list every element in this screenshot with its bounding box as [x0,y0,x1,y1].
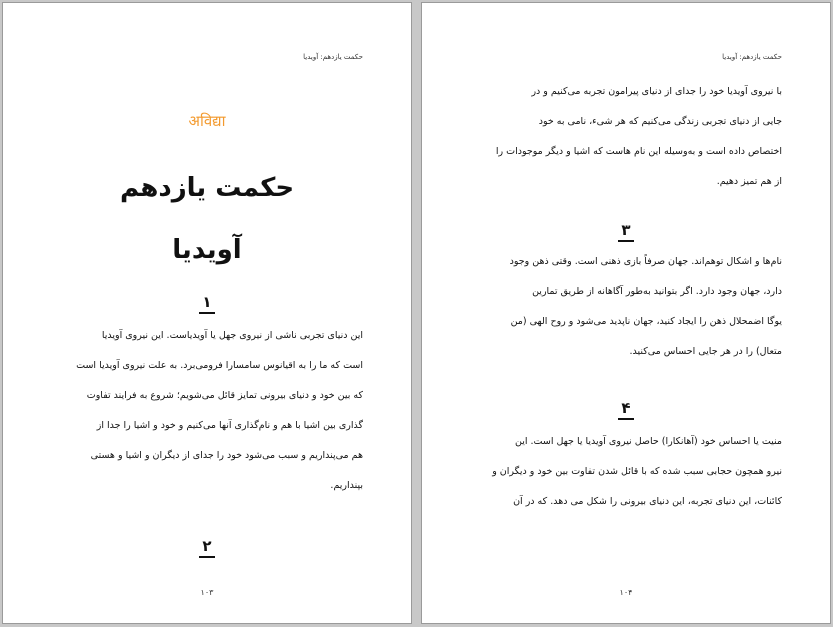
paragraph-line: کائنات، این دنیای تجربه، این دنیای بیرونی را شکل می دهد. که در آن [513,496,782,507]
paragraph-line: است که ما را به اقیانوس سامسارا فرومی‌برد. به علت نیروی آویدیا است [76,360,363,371]
paragraph-line: این دنیای تجربی ناشی از نیروی جهل یا آویدیاست. این نیروی آویدیا [101,330,363,341]
section-number-2: ۲ [3,537,411,558]
page-104 [421,2,831,624]
chapter-subtitle: آویدیا [172,235,242,265]
page-103 [2,2,412,624]
running-header: حکمت یازدهم: آویدیا [303,53,363,61]
paragraph-line: بپنداریم. [330,480,363,491]
paragraph-continued [474,77,782,197]
chapter-label-sanskrit: अविद्या [188,112,226,130]
paragraph-line: نام‌ها و اشکال توهم‌اند. جهان صرفاً بازی ذهنی است. وقتی ذهن وجود [509,256,782,267]
paragraph-line: یوگا اضمحلال ذهن را ایجاد کنید، جهان ناپدید می‌شود و روح الهی (من [510,316,782,327]
paragraph-3 [474,247,782,367]
paragraph-line: جایی از دنیای تجربی زندگی می‌کنیم که هر شیء، نامی به خود [538,116,782,127]
paragraph-4 [474,427,782,517]
paragraph-line: هم می‌پنداریم و سبب می‌شود خود را جدای از دیگران و اشیا و هستی [90,450,363,461]
section-number-4: ۴ [422,399,830,420]
paragraph-line: نیرو همچون حجابی سبب شده که با قائل شدن تفاوت بین خود و دیگران و [492,466,782,477]
section-number-3: ۳ [422,221,830,242]
paragraph-line: از هم تمیز دهیم. [716,176,782,187]
paragraph-line: با نیروی آویدیا خود را جدای از دنیای پیرامون تجربه می‌کنیم و در [531,86,782,97]
chapter-title: حکمت یازدهم [119,173,295,203]
running-header: حکمت یازدهم: آویدیا [722,53,782,61]
section-number-1: ۱ [3,293,411,314]
page-number: ۱۰۳ [200,588,214,597]
paragraph-line: گذاری بین اشیا با هم و نام‌گذاری آنها می‌کنیم و خود و اشیا را جدا از [96,420,363,431]
page-number: ۱۰۴ [619,588,633,597]
paragraph-line: که بین خود و دنیای بیرونی تمایز قائل می‌شویم؛ شروع به فرایند تفاوت [86,390,363,401]
paragraph-line: اختصاص داده است و به‌وسیله این نام هاست که اشیا و دیگر موجودات را [495,146,782,157]
paragraph-line: منیت یا احساس خود (آهانکارا) حاصل نیروی آویدیا یا جهل است. این [514,436,782,447]
paragraph-line: دارد، جهان وجود دارد. اگر بتوانید به‌طور آگاهانه از طریق تمارین [532,286,782,297]
paragraph-1 [55,321,363,501]
paragraph-line: متعال) را در هر جایی احساس می‌کنید. [629,346,782,357]
